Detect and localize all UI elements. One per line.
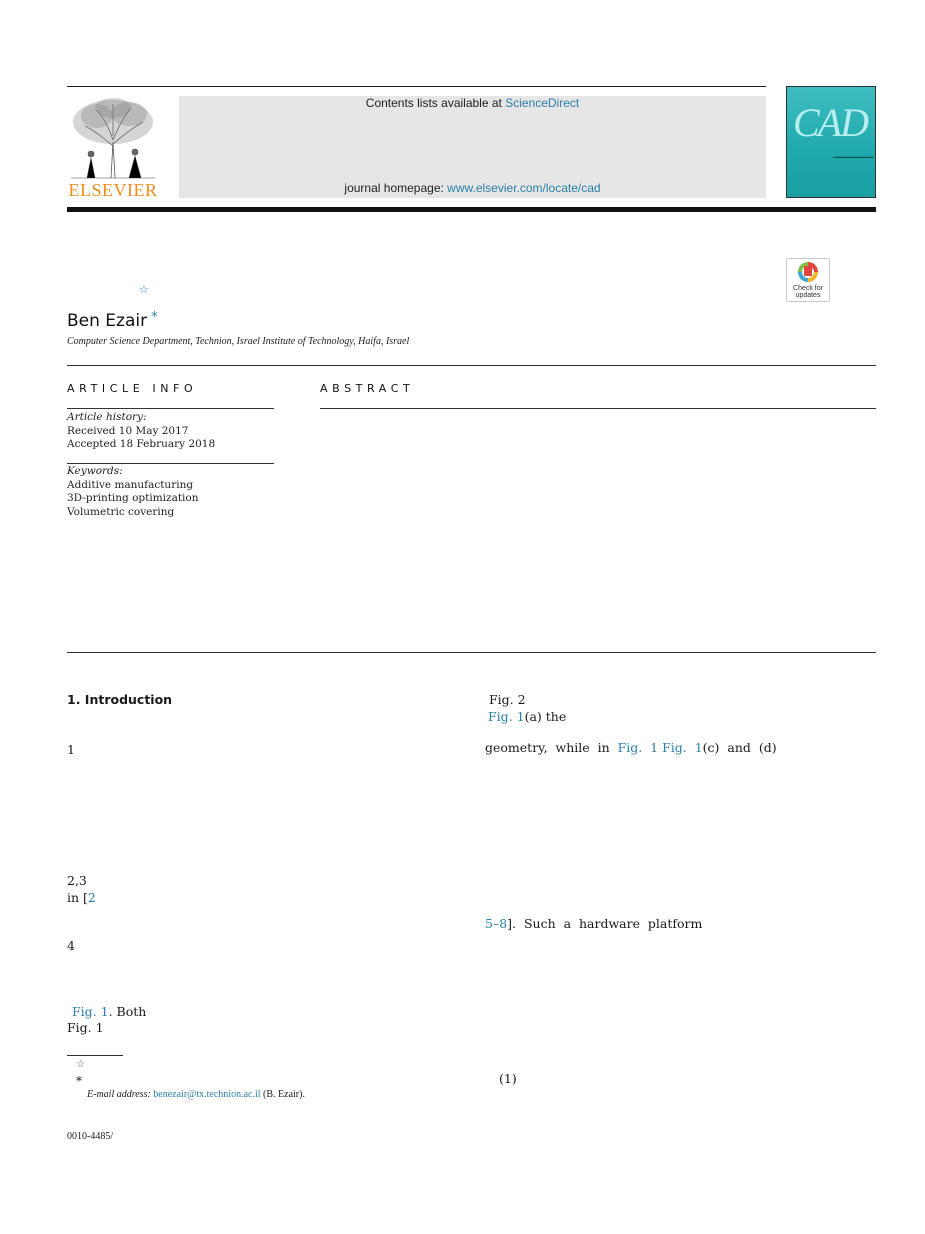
footnote-rule <box>67 1055 123 1056</box>
cover-title: CAD <box>793 100 867 145</box>
accepted-date: Accepted 18 February 2018 <box>67 438 216 450</box>
body-text-fragment <box>488 709 566 724</box>
body-text-fragment <box>485 740 777 755</box>
footnote-email <box>87 1089 305 1100</box>
keyword-item: Additive manufacturing <box>67 478 194 491</box>
citation-link[interactable]: 1 <box>67 742 75 757</box>
body-text-fragment <box>485 916 702 931</box>
keyword-item: Volumetric covering <box>67 505 175 518</box>
check-updates-label: Check for updates <box>793 285 823 299</box>
figure-link[interactable]: Fig. 1 <box>662 740 703 755</box>
homepage-prefix: journal homepage: <box>344 181 448 195</box>
email-link[interactable]: benezair@tx.technion.ac.il <box>153 1089 261 1100</box>
email-label: E-mail address: <box>87 1089 154 1100</box>
author-line <box>67 310 158 331</box>
body-text: (c) and (d) <box>702 740 777 755</box>
citation-link[interactable]: 2 <box>87 890 96 905</box>
equation-number: (1) <box>499 1071 517 1086</box>
citation-link[interactable]: 4 <box>67 938 75 953</box>
author-name[interactable]: Ben Ezair <box>67 311 148 331</box>
citation-link[interactable]: 2,3 <box>67 873 87 888</box>
body-text: in [ <box>67 890 88 905</box>
publisher-wordmark: ELSEVIER <box>68 180 158 200</box>
keywords-block <box>67 465 199 519</box>
keywords-rule <box>67 463 274 464</box>
figure-link[interactable]: Fig. 2 <box>489 692 526 707</box>
contents-line <box>179 96 766 110</box>
introduction-heading: 1. Introduction <box>67 692 173 707</box>
sciencedirect-link[interactable]: ScienceDirect <box>505 96 580 110</box>
bookmark-icon <box>804 266 812 276</box>
figure-link[interactable]: Fig. 1 <box>67 1020 104 1035</box>
title-divider <box>67 365 876 366</box>
figure-link[interactable]: Fig. 1 <box>617 740 659 755</box>
article-info-rule <box>67 408 274 409</box>
keyword-item: 3D-printing optimization <box>67 492 199 504</box>
author-corresponding-mark[interactable]: * <box>151 310 158 325</box>
article-info-heading: ARTICLE INFO <box>67 382 198 395</box>
body-text-fragment <box>72 1004 146 1019</box>
header-thick-rule <box>67 207 876 212</box>
issn: 0010-4485/ <box>67 1131 114 1142</box>
received-date: Received 10 May 2017 <box>67 424 189 437</box>
figure-link[interactable]: Fig. 1 <box>72 1004 109 1019</box>
body-text: geometry, while in <box>485 740 618 755</box>
email-suffix: (B. Ezair). <box>260 1089 305 1100</box>
cover-subtitle-bar: ▬▬▬▬▬▬▬▬▬▬ <box>833 154 873 159</box>
journal-cover-thumbnail <box>786 86 876 198</box>
footnote-star: ☆ <box>76 1059 85 1070</box>
journal-homepage-line <box>179 181 766 195</box>
body-text: ]. Such a hardware platform <box>507 916 703 931</box>
author-affiliation: Computer Science Department, Technion, Israel Institute of Technology, Haifa, Israel <box>67 336 410 347</box>
abstract-heading: ABSTRACT <box>320 382 415 395</box>
abstract-bottom-rule <box>67 652 876 653</box>
body-text-fragment <box>67 890 96 905</box>
body-text: (a) the <box>524 709 567 724</box>
contents-prefix: Contents lists available at <box>365 96 506 110</box>
history-label: Article history: <box>67 411 147 423</box>
header-top-rule <box>67 86 766 87</box>
check-for-updates-button[interactable] <box>786 258 830 302</box>
keywords-label: Keywords: <box>67 465 123 477</box>
article-history <box>67 411 215 452</box>
citation-link[interactable]: 5–8 <box>485 916 508 931</box>
figure-link[interactable]: Fig. 1 <box>488 709 525 724</box>
footnote-asterisk: * <box>76 1074 82 1088</box>
journal-homepage-link[interactable]: www.elsevier.com/locate/cad <box>447 181 601 195</box>
title-footnote-star[interactable]: ☆ <box>139 283 149 296</box>
body-text: . Both <box>108 1004 147 1019</box>
abstract-rule <box>320 408 876 409</box>
